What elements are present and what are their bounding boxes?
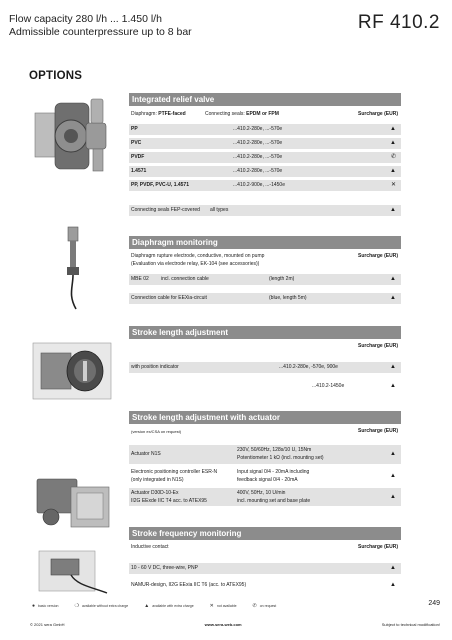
availability-mark: ▲ [390,383,396,389]
legend-label: on request [259,604,277,608]
section-title-stroke-length: Stroke length adjustment [129,326,401,339]
material: PVDF [131,154,145,160]
availability-mark: ▲ [390,168,396,174]
seals-label: Connecting seals: [205,111,247,117]
legend-label: available with extra charge [152,604,194,608]
legend-label: available without extra charge [81,604,129,608]
diaphragm-desc-line-1: Diaphragm rupture electrode, conductive, mounted on pump [131,253,265,259]
surcharge-label: Surcharge (EUR) [357,253,398,259]
fep-types: all types [210,207,229,213]
item: 10 - 60 V DC, three-wire, PNP [131,565,198,571]
spec-line-2: feedback signal 0/4 - 20mA [237,477,298,483]
header-subtitle [9,13,192,39]
legend-item [144,603,193,609]
legend-symbol: ● [32,603,36,609]
legend-label: basic version [38,604,59,608]
actuator-row-esrn [129,467,401,485]
availability-legend [32,603,276,609]
relief-diaphragm-row [129,109,401,121]
relief-row-pvdf [129,152,401,163]
copyright: © 2021 sera GmbH [30,622,65,627]
stroke-adjustment-image [30,330,116,406]
material: 1.4571 [131,168,147,174]
inductive-contact-image [30,540,116,600]
spec-line-1: 230V, 50/60Hz, 128s/10 U, 15Nm [237,447,312,453]
section-stroke-frequency [129,527,401,591]
relief-row-pp [129,124,401,135]
legend-label: not available [216,604,237,608]
fep-label: Connecting seals FEP-covered [131,207,200,213]
type-code: ...410.2-280e, ...-570e [233,140,283,146]
seals-value: EPDM or FPM [246,111,279,117]
relief-row-fep [129,205,401,216]
section-title-diaphragm-monitoring: Diaphragm monitoring [129,236,401,249]
type-code: ...410.2-280e, ...-570e [233,126,283,132]
section-diaphragm-monitoring [129,236,401,304]
diaphragm-electrode-image [30,222,116,312]
item: Actuator D30D-10-Ex [131,490,179,496]
spec-line-2: Potentiometer 1 kΩ (incl. mounting set) [237,455,324,461]
modification-notice: Subject to technical modification! [381,622,440,627]
availability-mark: ✕ [390,182,396,188]
item: Connection cable for EEXia-circuit [131,295,207,301]
type-code: ...410.2-280e, ...-570e [233,168,283,174]
availability-mark: ▲ [390,473,396,479]
spec-line-2: incl. mounting set and base plate [237,498,311,504]
material: PVC [131,140,142,146]
legend-symbol: ✆ [252,603,257,609]
availability-mark: ▲ [390,295,396,301]
website-link[interactable]: www.sera-web.com [204,622,242,627]
legend-item [210,603,237,609]
item: Electronic positioning controller ESR-N [131,469,218,475]
type-code: ...410.2-900e, ...-1450e [233,182,285,188]
actuator-note: (version ex/CSA on request) [131,429,182,434]
availability-mark: ▲ [390,565,396,571]
diaphragm-desc-line-2: (Evaluation via electrode relay, EK-104 (see accessories)) [131,261,260,267]
item: MBE 02 [131,276,149,282]
section-relief-valve [129,93,401,216]
availability-mark: ▲ [390,364,396,370]
header-line-2: Admissible counterpressure up to 8 bar [9,26,192,38]
section-actuator [129,411,401,506]
actuator-row-n1s [129,445,401,464]
item-line-2: (only integrated in N1S) [131,477,184,483]
item-detail: incl. connection cable [161,276,209,282]
availability-mark: ▲ [390,582,396,588]
availability-mark: ▲ [390,140,396,146]
legend-symbol: ✕ [209,603,214,609]
spec-line-1: Input signal 0/4 - 20mA including [237,469,310,475]
surcharge-label: Surcharge (EUR) [357,544,398,550]
item: with position indicator [131,364,179,370]
spec-line-1: 400V, 50Hz, 10 U/min [237,490,286,496]
availability-mark: ▲ [390,451,396,457]
surcharge-label: Surcharge (EUR) [357,343,398,349]
stroke-row-1450e [129,381,401,392]
actuator-note-row [129,427,401,437]
stroke-row-position-indicator [129,362,401,373]
legend-symbol: ▲ [144,603,150,609]
section-title-stroke-frequency: Stroke frequency monitoring [129,527,401,540]
item-spec: (blue, length 5m) [269,295,307,301]
options-title: OPTIONS [29,70,83,82]
type-code: ...410.2-280e, ...-570e [233,154,283,160]
availability-mark: ▲ [390,126,396,132]
legend-symbol: ❍ [74,603,79,609]
diaphragm-value: PTFE-faced [158,111,186,117]
legend-item [253,603,277,609]
surcharge-label: Surcharge (EUR) [357,428,398,434]
legend-item [74,603,128,609]
relief-row-all-materials [129,180,401,191]
diaphragm-row-mbe02 [129,274,401,285]
item-line-2: II2G EExde IIC T4 acc. to ATEX95 [131,498,207,504]
item: Actuator N1S [131,451,161,457]
product-code: RF 410.2 [357,12,440,33]
availability-mark: ▲ [390,276,396,282]
frequency-row-namur [129,580,401,591]
relief-row-pvc [129,138,401,149]
actuator-row-d30d [129,488,401,506]
relief-valve-pump-image [30,92,116,180]
material: PP, PVDF, PVC-U, 1.4571 [131,182,189,188]
frequency-desc: Inductive contact [131,544,169,550]
actuator-image [30,468,116,538]
type-code: ...410.2-280e, -570e, 900e [279,364,338,370]
section-stroke-length [129,326,401,392]
availability-mark: ✆ [390,154,396,160]
diaphragm-row-cable [129,293,401,304]
type-code: ...410.2-1450e [312,383,345,389]
legend-item [32,603,58,609]
material: PP [131,126,138,132]
section-title-relief-valve: Integrated relief valve [129,93,401,106]
frequency-desc-row [129,543,401,553]
diaphragm-description [129,252,401,270]
diaphragm-label: Diaphragm: [131,111,159,117]
frequency-row-pnp [129,563,401,574]
item-spec: (length 2m) [269,276,295,282]
item: NAMUR-design, II2G EExia IIC T6 (acc. to ATEX95) [131,582,247,588]
section-title-actuator: Stroke length adjustment with actuator [129,411,401,424]
header-line-1: Flow capacity 280 l/h ... 1.450 l/h [9,13,162,25]
availability-mark: ▲ [390,494,396,500]
availability-mark: ▲ [390,207,396,213]
page-footer [30,622,440,627]
surcharge-label: Surcharge (EUR) [357,111,398,117]
stroke-surcharge-row [129,342,401,352]
relief-row-14571 [129,166,401,177]
page-number: 249 [428,600,440,607]
